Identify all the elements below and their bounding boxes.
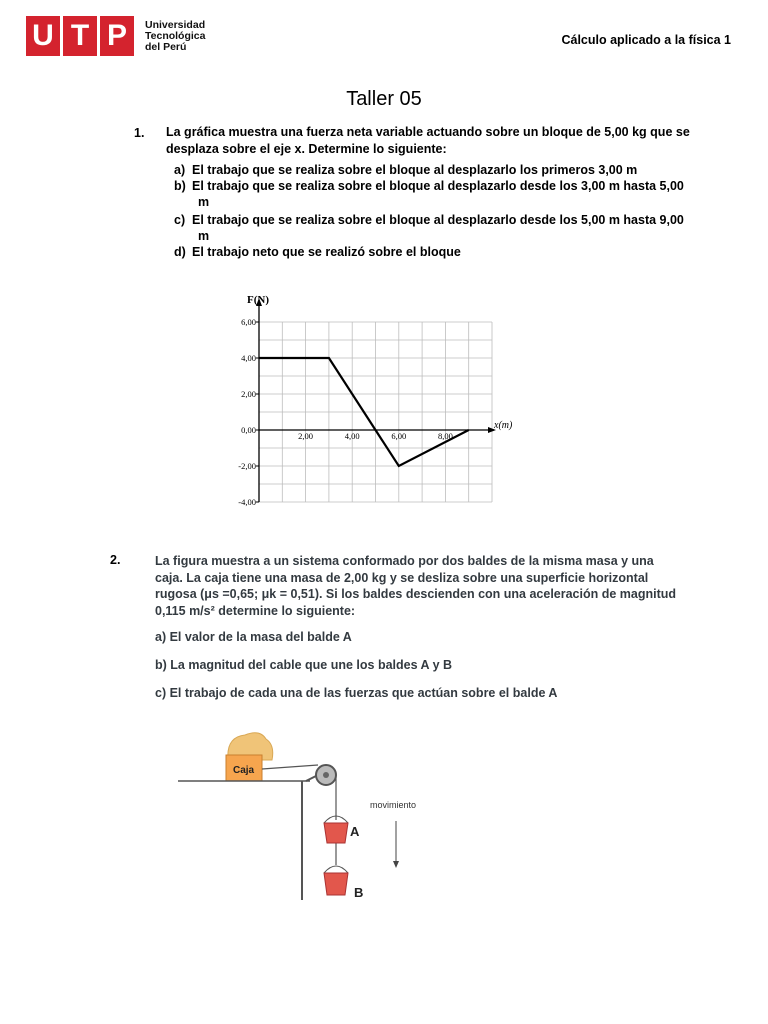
logo-line: Universidad [145, 18, 206, 31]
item-text: El trabajo que se realiza sobre el bloque al desplazarlo desde los 5,00 m hasta 9,00 [192, 213, 684, 227]
y-tick-label: 6,00 [241, 317, 256, 327]
item-text-continued: m [198, 229, 210, 243]
box-label: Caja [233, 765, 255, 776]
question-text-line: rugosa (μs =0,65; μk = 0,51). Si los baldes descienden con una aceleración de magnitud [155, 587, 677, 601]
item-text: El trabajo neto que se realizó sobre el bloque [192, 245, 461, 259]
force-vs-position-chart [222, 290, 522, 510]
page-title: Taller 05 [346, 88, 422, 110]
item-label: c) [174, 213, 186, 227]
question-1-item-a [174, 162, 638, 178]
chart-grid [259, 322, 492, 502]
bucket-b-handle [324, 866, 348, 873]
chart-axes [256, 298, 496, 502]
y-tick-label: 2,00 [241, 389, 256, 399]
question-2-item-a: a) El valor de la masa del balde A [155, 630, 352, 644]
bucket-b-label: B [354, 885, 364, 900]
chart-x-axis-label: x(m) [494, 420, 513, 431]
rope-horizontal [262, 765, 318, 769]
bucket-a [324, 823, 348, 843]
x-tick-label: 8,00 [437, 431, 453, 441]
logo-line: del Perú [145, 40, 187, 53]
x-tick-label: 4,00 [344, 431, 360, 441]
question-1-text [166, 124, 706, 158]
pulley-axle [323, 772, 329, 778]
y-tick-label: -4,00 [238, 497, 256, 507]
bucket-a-label: A [350, 824, 360, 839]
question-2-text [155, 553, 715, 619]
bucket-b [324, 873, 348, 895]
item-label: a) [174, 163, 186, 177]
logo-letter-p: P [100, 16, 134, 56]
pulley-system-figure [170, 725, 470, 910]
question-2-item-b: b) La magnitud del cable que une los baldes A y B [155, 658, 453, 672]
question-2-item-c: c) El trabajo de cada una de las fuerzas que actúan sobre el balde A [155, 686, 558, 700]
x-tick-label: 2,00 [298, 431, 314, 441]
logo-line: Tecnológica [145, 29, 206, 42]
logo-letter-t: T [63, 16, 97, 56]
logo-letter-u: U [26, 16, 60, 56]
item-label: b) [174, 179, 186, 193]
utp-logo [26, 15, 205, 57]
question-text-line: caja. La caja tiene una masa de 2,00 kg y se desliza sobre una superficie horizontal [155, 570, 649, 585]
item-label: d) [174, 245, 186, 259]
motion-label: movimiento [370, 800, 417, 810]
question-1-item-d [174, 244, 461, 260]
question-1-item-b [174, 178, 684, 209]
y-tick-label: 0,00 [241, 425, 256, 435]
item-text-continued: m [198, 195, 210, 209]
y-tick-label: -2,00 [238, 461, 256, 471]
logo-university-name [145, 20, 205, 53]
item-text: El trabajo que se realiza sobre el bloque al desplazarlo desde los 3,00 m hasta 5,00 [192, 179, 684, 193]
motion-arrow-head [393, 861, 399, 868]
question-text-line: 0,115 m/s² determine lo siguiente: [155, 603, 356, 618]
x-tick-label: 6,00 [391, 431, 407, 441]
question-1-number: 1. [134, 126, 145, 140]
question-text-line: La figura muestra a un sistema conformado por dos baldes de la misma masa y una [155, 554, 654, 568]
question-2-number: 2. [110, 553, 121, 567]
question-text-line: La gráfica muestra una fuerza neta variable actuando sobre un bloque de 5,00 kg que se [166, 125, 690, 139]
question-text-line: desplaza sobre el eje x. Determine lo siguiente: [166, 142, 447, 156]
chart-y-axis-label: F(N) [247, 294, 269, 306]
course-name: Cálculo aplicado a la física 1 [561, 33, 731, 47]
item-text: El trabajo que se realiza sobre el bloque al desplazarlo los primeros 3,00 m [192, 163, 638, 177]
y-tick-label: 4,00 [241, 353, 256, 363]
question-1-item-c [174, 212, 684, 243]
